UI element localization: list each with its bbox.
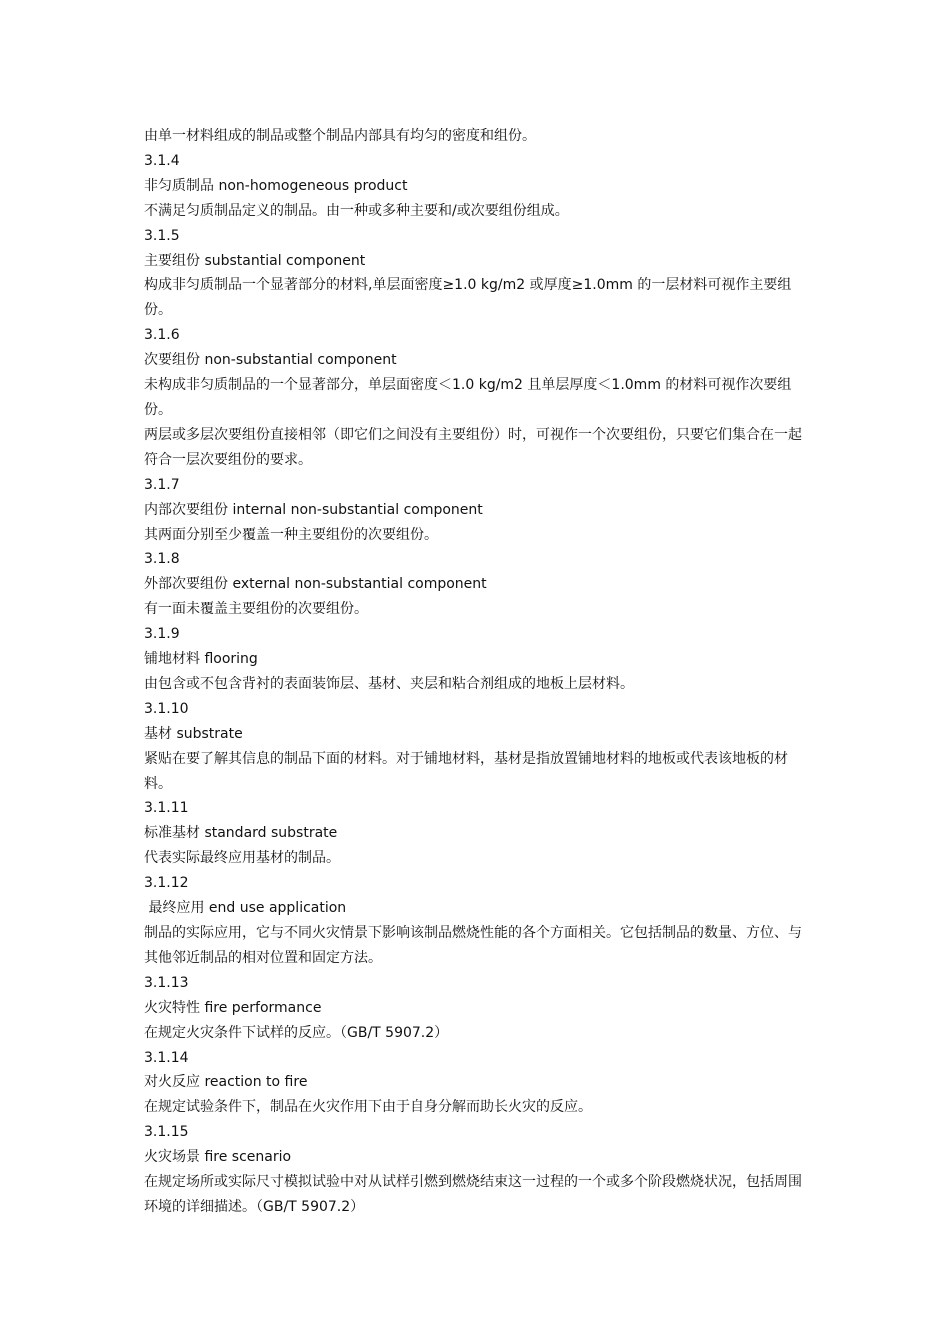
definition-text: 有一面未覆盖主要组份的次要组份。 (144, 601, 368, 618)
definition-text: 由包含或不包含背衬的表面装饰层、基材、夹层和粘合剂组成的地板上层材料。 (144, 675, 634, 692)
definition-text: 构成非匀质制品一个显著部分的材料,单层面密度≥1.0 kg/m2 或厚度≥1.0mm 的一层材料可视作主要组份。 (144, 277, 792, 319)
definition-text: 在规定试验条件下，制品在火灾作用下由于自身分解而助长火灾的反应。 (144, 1099, 592, 1116)
definition-text: 由单一材料组成的制品或整个制品内部具有均匀的密度和组份。 (144, 128, 536, 144)
clause-number: 3.1.10 (144, 700, 189, 717)
definition-text: 其两面分别至少覆盖一种主要组份的次要组份。 (144, 526, 438, 543)
term-heading: 标准基材 standard substrate (144, 825, 338, 842)
clause-number: 3.1.12 (144, 875, 189, 892)
term-heading: 基材 substrate (144, 725, 243, 742)
definition-text: 在规定场所或实际尺寸模拟试验中对从试样引燃到燃烧结束这一过程的一个或多个阶段燃烧状况，包括周围环境的详细描述。（GB/T 5907.2） (144, 1174, 802, 1215)
term-heading: 最终应用 end use application (144, 900, 347, 917)
term-heading: 次要组份 non-substantial component (144, 352, 397, 369)
clause-number: 3.1.9 (144, 626, 180, 643)
definition-text: 不满足匀质制品定义的制品。由一种或多种主要和/或次要组份组成。 (144, 202, 569, 219)
term-heading: 对火反应 reaction to fire (144, 1074, 308, 1091)
clause-number: 3.1.11 (144, 800, 189, 817)
term-heading: 内部次要组份 internal non-substantial component (144, 501, 483, 518)
term-heading: 铺地材料 flooring (144, 651, 258, 668)
definition-text: 两层或多层次要组份直接相邻（即它们之间没有主要组份）时，可视作一个次要组份，只要它们集合在一起符合一层次要组份的要求。 (144, 426, 802, 468)
clause-number: 3.1.15 (144, 1124, 189, 1141)
definition-text: 代表实际最终应用基材的制品。 (144, 850, 340, 867)
clause-number: 3.1.13 (144, 974, 189, 991)
clause-number: 3.1.5 (144, 227, 180, 244)
term-heading: 火灾特性 fire performance (144, 999, 322, 1016)
clause-number: 3.1.4 (144, 152, 180, 169)
clause-number: 3.1.8 (144, 551, 180, 568)
definition-text: 紧贴在要了解其信息的制品下面的材料。对于铺地材料，基材是指放置铺地材料的地板或代表该地板的材料。 (144, 750, 788, 792)
document-page (144, 124, 809, 1220)
term-heading: 火灾场景 fire scenario (144, 1149, 292, 1166)
term-heading: 主要组份 substantial component (144, 252, 366, 269)
definition-text: 制品的实际应用，它与不同火灾情景下影响该制品燃烧性能的各个方面相关。它包括制品的数量、方位、与其他邻近制品的相对位置和固定方法。 (144, 925, 802, 966)
term-heading: 外部次要组份 external non-substantial component (144, 576, 487, 593)
clause-number: 3.1.6 (144, 327, 180, 344)
definition-text: 在规定火灾条件下试样的反应。（GB/T 5907.2） (144, 1024, 449, 1041)
definition-text: 未构成非匀质制品的一个显著部分，单层面密度＜1.0 kg/m2 且单层厚度＜1.0mm 的材料可视作次要组份。 (144, 377, 792, 418)
clause-number: 3.1.14 (144, 1049, 189, 1066)
clause-number: 3.1.7 (144, 476, 180, 493)
term-heading: 非匀质制品 non-homogeneous product (144, 177, 408, 194)
